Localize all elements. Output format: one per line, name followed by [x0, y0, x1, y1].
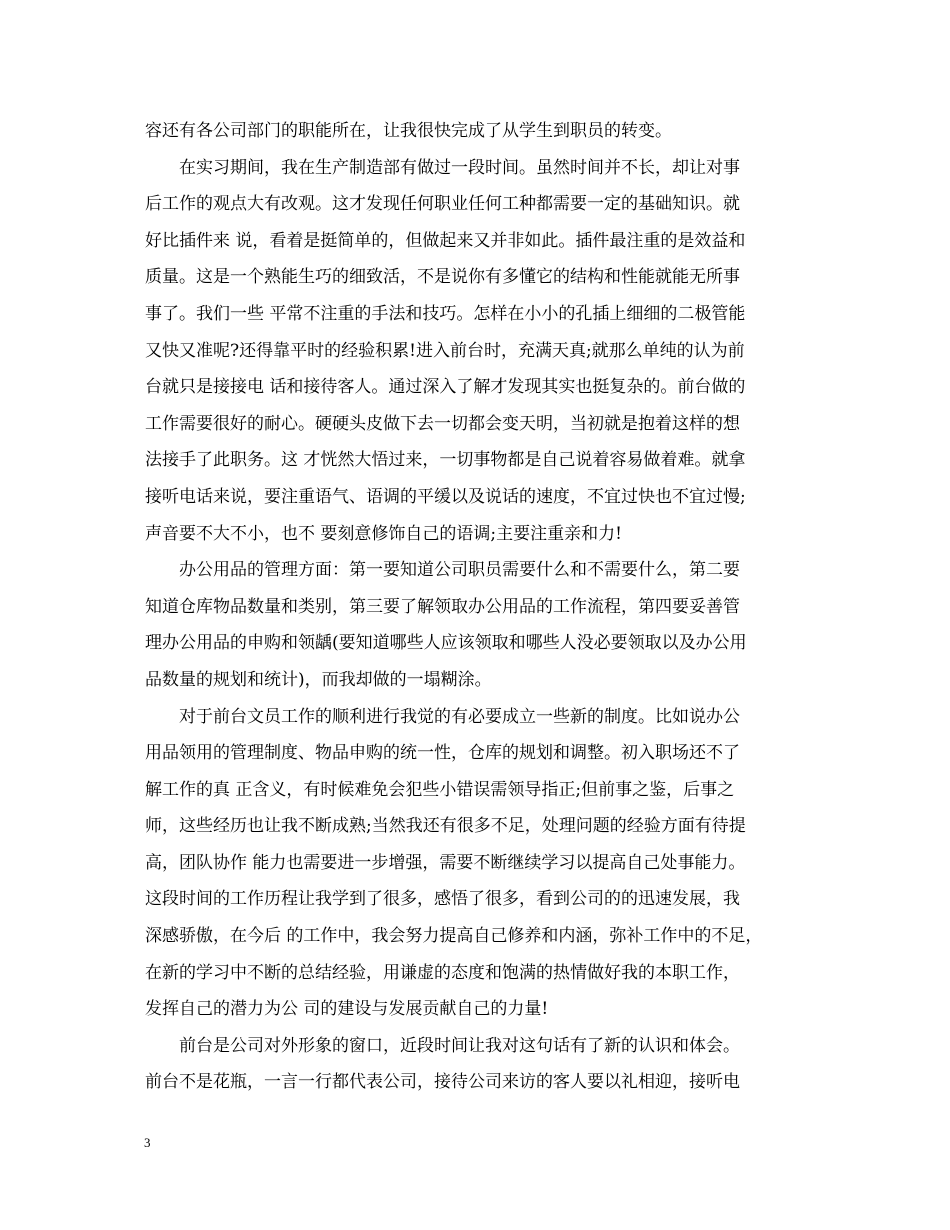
text-line: 理办公用品的申购和领龋(要知道哪些人应该领取和哪些人没必要领取以及办公用: [145, 633, 747, 654]
text-line: 声音要不大不小，也不 要刻意修饰自己的语调;主要注重亲和力!: [145, 523, 622, 544]
text-line: 工作需要很好的耐心。硬硬头皮做下去一切都会变天明，当初就是抱着这样的想: [145, 413, 740, 434]
text-line: 用品领用的管理制度、物品申购的统一性，仓库的规划和调整。初入职场还不了: [145, 743, 740, 764]
text-line: 前台是公司对外形象的窗口，近段时间让我对这句话有了新的认识和体会。: [179, 1035, 740, 1056]
text-line: 发挥自己的潜力为公 司的建设与发展贡献自己的力量!: [145, 999, 549, 1020]
text-line: 后工作的观点大有改观。这才发现任何职业任何工种都需要一定的基础知识。就: [145, 194, 740, 215]
text-line: 好比插件来 说，看着是挺简单的，但做起来又并非如此。插件最注重的是效益和: [145, 230, 746, 251]
text-line: 又快又准呢?还得靠平时的经验积累!进入前台时，充满天真;就那么单纯的认为前: [145, 340, 745, 361]
text-line: 容还有各公司部门的职能所在，让我很快完成了从学生到职员的转变。: [145, 121, 672, 141]
text-line: 对于前台文员工作的顺利进行我觉的有必要成立一些新的制度。比如说办公: [179, 706, 740, 727]
text-line: 办公用品的管理方面：第一要知道公司职员需要什么和不需要什么，第二要: [179, 560, 740, 581]
body-text: [145, 113, 825, 1101]
text-line: 师，这些经历也让我不断成熟;当然我还有很多不足，处理问题的经验方面有待提: [145, 816, 746, 837]
text-line: 深感骄傲，在今后 的工作中，我会努力提高自己修养和内涵，弥补工作中的不足，: [145, 926, 763, 947]
text-line: 法接手了此职务。这 才恍然大悟过来，一切事物都是自己说着容易做着难。就拿: [145, 450, 746, 471]
text-line: 前台不是花瓶，一言一行都代表公司，接待公司来访的客人要以礼相迎，接听电: [145, 1072, 740, 1093]
text-line: 在实习期间，我在生产制造部有做过一段时间。虽然时间并不长，却让对事: [179, 157, 740, 178]
text-line: 质量。这是一个熟能生巧的细致活，不是说你有多懂它的结构和性能就能无所事: [145, 267, 740, 288]
text-line: 高，团队协作 能力也需要进一步增强，需要不断继续学习以提高自己处事能力。: [145, 852, 746, 873]
text-line: 事了。我们一些 平常不注重的手法和技巧。怎样在小小的孔插上细细的二极管能: [145, 303, 746, 324]
text-line: 接听电话来说，要注重语气、语调的平缓以及说话的速度，不宜过快也不宜过慢;: [145, 486, 746, 507]
text-line: 在新的学习中不断的总结经验，用谦虚的态度和饱满的热情做好我的本职工作，: [145, 962, 740, 983]
text-line: 台就只是接接电 话和接待客人。通过深入了解才发现其实也挺复杂的。前台做的: [145, 377, 746, 398]
text-line: 解工作的真 正含义，有时候难免会犯些小错误需领导指正;但前事之鉴，后事之: [145, 779, 735, 800]
text-line: 知道仓库物品数量和类别，第三要了解领取办公用品的工作流程，第四要妥善管: [145, 596, 740, 617]
text-line: 品数量的规划和统计)，而我却做的一塌糊涂。: [145, 669, 492, 690]
text-line: 这段时间的工作历程让我学到了很多，感悟了很多，看到公司的的迅速发展，我: [145, 889, 740, 910]
page-number: 3: [144, 1135, 151, 1150]
